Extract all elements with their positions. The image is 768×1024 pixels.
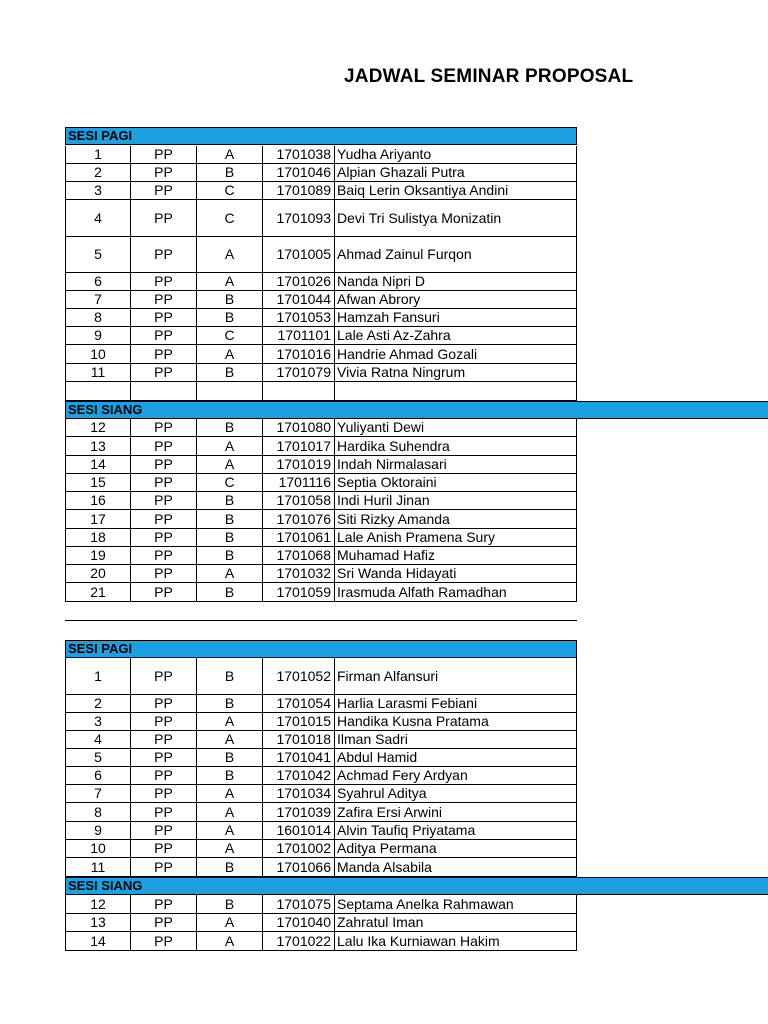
student-id-cell: 1701068 [262,547,334,564]
group-code-cell: B [196,895,262,913]
student-name-cell: Syahrul Aditya [334,785,577,802]
group-code-cell: A [196,565,262,582]
group-code-cell: A [196,822,262,839]
row-number-cell: 7 [65,785,130,802]
student-id-cell: 1601014 [262,822,334,839]
student-id-cell: 1701053 [262,309,334,326]
row-number-cell: 16 [65,492,130,509]
room-code-cell: PP [130,583,196,601]
room-code-cell: PP [130,767,196,784]
student-id-cell: 1701038 [262,146,334,163]
student-id-cell: 1701075 [262,895,334,913]
student-name-cell: Septia Oktoraini [334,474,577,491]
room-code-cell: PP [130,785,196,802]
table-row [65,364,577,382]
row-number-cell: 15 [65,474,130,491]
row-number-cell: 10 [65,345,130,363]
room-code-cell [130,382,196,400]
table-row [65,510,577,529]
room-code-cell: PP [130,565,196,582]
table-row [65,695,577,713]
table-row [65,345,577,364]
group-code-cell: A [196,713,262,730]
table-row [65,583,577,602]
student-name-cell: Alpian Ghazali Putra [334,164,577,181]
room-code-cell: PP [130,932,196,950]
room-code-cell: PP [130,327,196,344]
row-number-cell: 2 [65,695,130,712]
table-row [65,840,577,858]
room-code-cell: PP [130,309,196,326]
group-code-cell: A [196,731,262,748]
group-code-cell: A [196,914,262,931]
row-number-cell: 9 [65,822,130,839]
row-number-cell: 4 [65,731,130,748]
row-number-cell: 5 [65,749,130,766]
student-id-cell: 1701061 [262,529,334,546]
student-id-cell: 1701042 [262,767,334,784]
group-code-cell: B [196,492,262,509]
group-code-cell: C [196,200,262,236]
student-id-cell: 1701052 [262,658,334,694]
table-row [65,146,577,164]
table-row [65,767,577,785]
student-name-cell: Devi Tri Sulistya Monizatin [334,200,577,236]
student-id-cell: 1701079 [262,364,334,381]
student-name-cell: Irasmuda Alfath Ramadhan [334,583,577,601]
student-name-cell: Indi Huril Jinan [334,492,577,509]
table-row [65,565,577,583]
group-code-cell: A [196,840,262,857]
group-code-cell: B [196,547,262,564]
table-row [65,182,577,200]
room-code-cell: PP [130,895,196,913]
student-id-cell: 1701044 [262,291,334,308]
table-row [65,200,577,237]
row-number-cell: 8 [65,309,130,326]
student-id-cell: 1701034 [262,785,334,802]
student-name-cell: Vivia Ratna Ningrum [334,364,577,381]
student-name-cell: Achmad Fery Ardyan [334,767,577,784]
page-title: JADWAL SEMINAR PROPOSAL [344,66,634,87]
table-row [65,474,577,492]
table-row [65,914,577,932]
table-row [65,932,577,951]
student-name-cell: Hamzah Fansuri [334,309,577,326]
student-name-cell: Firman Alfansuri [334,658,577,694]
room-code-cell: PP [130,345,196,363]
student-id-cell: 1701039 [262,803,334,821]
row-number-cell: 2 [65,164,130,181]
group-code-cell: B [196,695,262,712]
group-code-cell: A [196,456,262,473]
student-name-cell: Muhamad Hafiz [334,547,577,564]
section-header: SESI SIANG [65,401,768,419]
group-code-cell: A [196,932,262,950]
student-id-cell: 1701089 [262,182,334,199]
group-code-cell: B [196,291,262,308]
table-row [65,785,577,803]
student-id-cell: 1701019 [262,456,334,473]
student-id-cell: 1701058 [262,492,334,509]
group-code-cell: B [196,419,262,436]
room-code-cell: PP [130,914,196,931]
student-name-cell: Handrie Ahmad Gozali [334,345,577,363]
student-id-cell [262,382,334,400]
student-id-cell: 1701080 [262,419,334,436]
group-code-cell: B [196,767,262,784]
student-id-cell: 1701040 [262,914,334,931]
room-code-cell: PP [130,749,196,766]
room-code-cell: PP [130,474,196,491]
room-code-cell: PP [130,164,196,181]
room-code-cell: PP [130,713,196,730]
table-row [65,822,577,840]
room-code-cell: PP [130,492,196,509]
student-name-cell: Zafira Ersi Arwini [334,803,577,821]
student-id-cell: 1701076 [262,510,334,528]
room-code-cell: PP [130,419,196,436]
group-code-cell: A [196,146,262,163]
row-number-cell: 20 [65,565,130,582]
table-row [65,419,577,437]
row-number-cell: 5 [65,237,130,272]
group-code-cell: C [196,474,262,491]
student-name-cell: Nanda Nipri D [334,273,577,290]
student-name-cell: Indah Nirmalasari [334,456,577,473]
room-code-cell: PP [130,456,196,473]
table-row [65,749,577,767]
room-code-cell: PP [130,437,196,455]
student-id-cell: 1701022 [262,932,334,950]
group-code-cell: B [196,364,262,381]
group-code-cell: B [196,583,262,601]
table-row [65,237,577,273]
table-row [65,456,577,474]
row-number-cell: 3 [65,713,130,730]
student-name-cell: Alvin Taufiq Priyatama [334,822,577,839]
student-name-cell [334,382,577,400]
student-name-cell: Hardika Suhendra [334,437,577,455]
room-code-cell: PP [130,273,196,290]
student-id-cell: 1701054 [262,695,334,712]
row-number-cell: 1 [65,658,130,694]
student-name-cell: Lale Anish Pramena Sury [334,529,577,546]
group-code-cell: A [196,237,262,272]
row-number-cell: 21 [65,583,130,601]
group-code-cell: B [196,309,262,326]
student-name-cell: Zahratul Iman [334,914,577,931]
room-code-cell: PP [130,658,196,694]
student-id-cell: 1701066 [262,858,334,876]
student-id-cell: 1701101 [262,327,334,344]
student-id-cell: 1701059 [262,583,334,601]
row-number-cell: 8 [65,803,130,821]
group-code-cell: B [196,749,262,766]
student-name-cell: Handika Kusna Pratama [334,713,577,730]
row-number-cell: 18 [65,529,130,546]
row-number-cell: 6 [65,273,130,290]
section-header: SESI PAGI [65,640,577,658]
student-id-cell: 1701093 [262,200,334,236]
table-row [65,164,577,182]
row-number-cell: 4 [65,200,130,236]
student-id-cell: 1701002 [262,840,334,857]
room-code-cell: PP [130,237,196,272]
table-row [65,858,577,877]
room-code-cell: PP [130,731,196,748]
group-code-cell: B [196,658,262,694]
table-row [65,291,577,309]
row-number-cell: 11 [65,858,130,876]
student-name-cell: Manda Alsabila [334,858,577,876]
room-code-cell: PP [130,146,196,163]
group-code-cell: A [196,803,262,821]
table-row [65,437,577,456]
student-name-cell: Harlia Larasmi Febiani [334,695,577,712]
student-name-cell: Ahmad Zainul Furqon [334,237,577,272]
student-name-cell: Septama Anelka Rahmawan [334,895,577,913]
row-number-cell: 3 [65,182,130,199]
student-name-cell: Afwan Abrory [334,291,577,308]
room-code-cell: PP [130,840,196,857]
student-id-cell: 1701017 [262,437,334,455]
group-code-cell: A [196,785,262,802]
table-row [65,658,577,695]
row-number-cell: 1 [65,146,130,163]
row-number-cell: 13 [65,914,130,931]
table-row [65,273,577,291]
row-number-cell: 9 [65,327,130,344]
room-code-cell: PP [130,200,196,236]
table-row [65,731,577,749]
room-code-cell: PP [130,364,196,381]
student-name-cell: Lale Asti Az-Zahra [334,327,577,344]
row-number-cell: 19 [65,547,130,564]
table-row [65,327,577,345]
table-row [65,713,577,731]
row-number-cell: 12 [65,895,130,913]
row-number-cell: 14 [65,456,130,473]
student-name-cell: Yuliyanti Dewi [334,419,577,436]
room-code-cell: PP [130,529,196,546]
room-code-cell: PP [130,803,196,821]
row-number-cell: 12 [65,419,130,436]
student-name-cell: Baiq Lerin Oksantiya Andini [334,182,577,199]
group-code-cell [196,382,262,400]
group-code-cell: A [196,273,262,290]
group-code-cell: C [196,182,262,199]
row-number-cell: 6 [65,767,130,784]
student-id-cell: 1701016 [262,345,334,363]
row-number-cell: 13 [65,437,130,455]
table-row [65,895,577,914]
student-name-cell: Lalu Ika Kurniawan Hakim [334,932,577,950]
student-id-cell: 1701026 [262,273,334,290]
section-header: SESI PAGI [65,127,577,145]
room-code-cell: PP [130,695,196,712]
table-row [65,309,577,327]
student-id-cell: 1701041 [262,749,334,766]
table-row [65,547,577,565]
table-row [65,803,577,822]
student-name-cell: Ilman Sadri [334,731,577,748]
room-code-cell: PP [130,858,196,876]
table-row [65,382,577,401]
row-number-cell: 10 [65,840,130,857]
group-code-cell: B [196,858,262,876]
group-code-cell: B [196,529,262,546]
row-number-cell: 17 [65,510,130,528]
student-name-cell: Yudha Ariyanto [334,146,577,163]
room-code-cell: PP [130,510,196,528]
group-code-cell: A [196,345,262,363]
section-header: SESI SIANG [65,877,768,895]
student-name-cell: Sri Wanda Hidayati [334,565,577,582]
group-code-cell: C [196,327,262,344]
row-number-cell [65,382,130,400]
table-row [65,529,577,547]
student-name-cell: Siti Rizky Amanda [334,510,577,528]
student-id-cell: 1701046 [262,164,334,181]
room-code-cell: PP [130,822,196,839]
row-number-cell: 7 [65,291,130,308]
student-name-cell: Abdul Hamid [334,749,577,766]
room-code-cell: PP [130,291,196,308]
room-code-cell: PP [130,182,196,199]
group-code-cell: B [196,164,262,181]
group-code-cell: A [196,437,262,455]
table-row [65,492,577,510]
student-id-cell: 1701116 [262,474,334,491]
student-id-cell: 1701032 [262,565,334,582]
room-code-cell: PP [130,547,196,564]
row-number-cell: 14 [65,932,130,950]
group-code-cell: B [196,510,262,528]
row-number-cell: 11 [65,364,130,381]
student-id-cell: 1701018 [262,731,334,748]
student-id-cell: 1701015 [262,713,334,730]
student-id-cell: 1701005 [262,237,334,272]
student-name-cell: Aditya Permana [334,840,577,857]
